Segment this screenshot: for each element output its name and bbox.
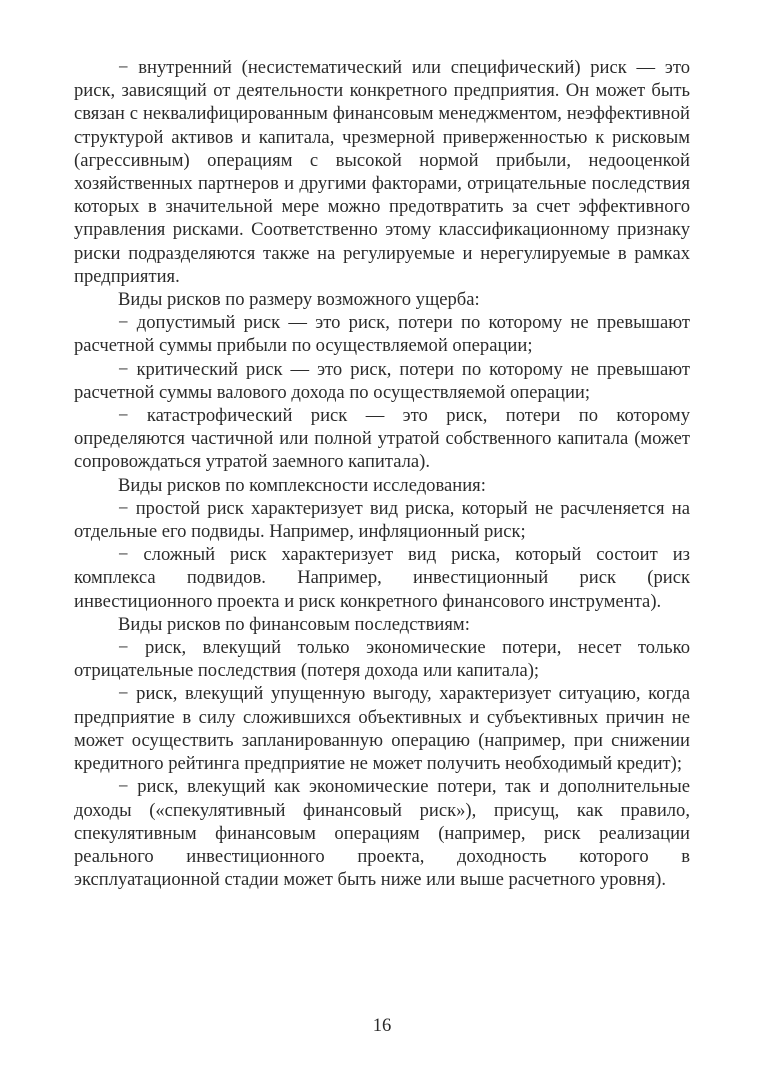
paragraph-catastrophic-risk: − катастрофический риск — это риск, потери по которому определяются частичной или полной утратой собственного капитала (может сопровождаться утратой заемного капитала). [74, 405, 690, 473]
paragraph-lost-profit-risk: − риск, влекущий упущенную выгоду, характеризует ситуацию, когда предприятие в силу сложившихся объективных и субъективных причин не может осуществить запланированную операцию (например, при снижении кредитного рейтинга предприятие не может получить необходимый кредит); [74, 683, 690, 775]
page-number: 16 [372, 1015, 392, 1036]
paragraph-heading-complexity: Виды рисков по комплексности исследования: [118, 474, 486, 496]
paragraph-heading-financial-consequences: Виды рисков по финансовым последствиям: [118, 613, 470, 635]
paragraph-heading-damage-size: Виды рисков по размеру возможного ущерба: [118, 289, 480, 311]
paragraph-critical-risk: − критический риск — это риск, потери по которому не превышают расчетной суммы валового дохода по осуществляемой операции; [74, 358, 690, 403]
paragraph-complex-risk: − сложный риск характеризует вид риска, который состоит из комплекса подвидов. Например, инвестиционный риск (риск инвестиционного проекта и риск конкретного финансового инструмента). [74, 544, 690, 612]
paragraph-speculative-risk: − риск, влекущий как экономические потери, так и дополнительные доходы («спекулятивный финансовый риск»), присущ, как правило, спекулятивным финансовым операциям (например, риск реализации реального инвестиционного проекта, доходность которого в эксплуатационной стадии может быть ниже или выше расчетного уровня). [74, 776, 690, 891]
paragraph-internal-risk: − внутренний (несистематический или специфический) риск — это риск, зависящий от деятельности конкретного предприятия. Он может быть связан с неквалифицированным финансовым менеджментом, неэффективной структурой активов и капитала, чрезмерной приверженностью к рисковым (агрессивным) операциям с высокой нормой прибыли, недооценкой хозяйственных партнеров и другими факторами, отрицательные последствия которых в значительной мере можно предотвратить за счет эффективного управления рисками. Соответственно этому классификационному признаку риски подразделяются также на регулируемые и нерегулируемые в рамках предприятия. [74, 57, 690, 287]
body-text [74, 56, 690, 891]
paragraph-simple-risk: − простой риск характеризует вид риска, который не расчленяется на отдельные его подвиды. Например, инфляционный риск; [74, 497, 690, 543]
paragraph-acceptable-risk: − допустимый риск — это риск, потери по которому не превышают расчетной суммы прибыли по осуществляемой операции; [74, 312, 690, 357]
paragraph-economic-loss-risk: − риск, влекущий только экономические потери, несет только отрицательные последствия (потеря дохода или капитала); [74, 637, 690, 682]
